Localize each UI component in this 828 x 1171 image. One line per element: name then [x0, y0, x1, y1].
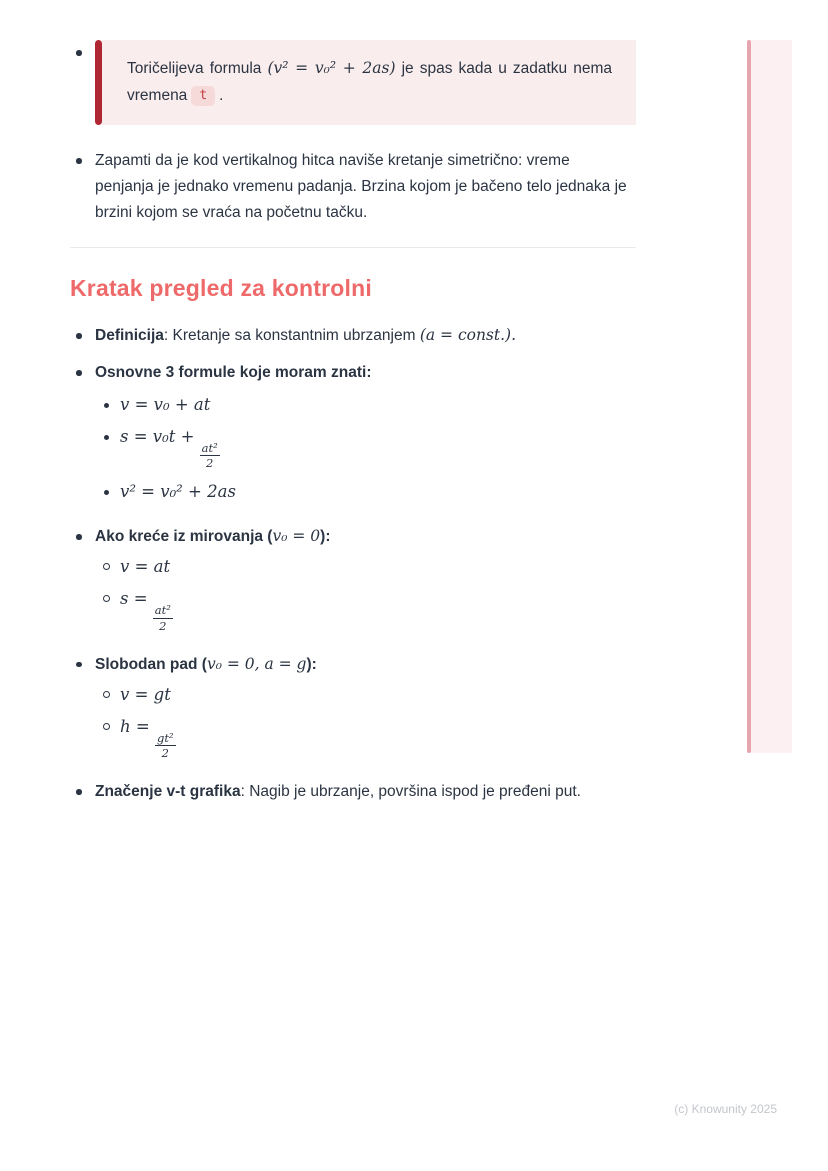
side-accent-fill [751, 40, 792, 753]
bullet-icon [76, 158, 82, 164]
circle-icon [103, 595, 110, 602]
bullet-icon [104, 435, 109, 440]
circle-icon [103, 691, 110, 698]
callout-list-item [70, 40, 636, 125]
list-item-mirovanje [70, 524, 636, 549]
callout-math: (v² = v₀² + 2as) [267, 59, 396, 77]
formula-item [98, 715, 636, 760]
fraction [155, 732, 176, 760]
slobodan-math: v₀ = 0, a = g [206, 654, 307, 673]
bullet-icon [76, 789, 82, 795]
inline-code-chip: t [191, 86, 215, 106]
side-accent-strip [747, 40, 792, 753]
list-item-slobodan-pad [70, 652, 636, 677]
circle-icon [103, 723, 110, 730]
callout [95, 40, 636, 125]
note-text: Zapamti da je kod vertikalnog hitca naviše kretanje simetrično: vreme penjanja je jednako vremenu padanja. Brzina kojom je bačeno telo jednaka je brzini kojom se vraća na početnu tačku. [95, 152, 627, 221]
formula-item [98, 683, 636, 707]
bullet-icon [76, 333, 82, 339]
bullet-icon [76, 370, 82, 376]
znacenje-text: : Nagib je ubrzanje, površina ispod je pređeni put. [240, 783, 581, 801]
section-heading: Kratak pregled za kontrolni [70, 275, 372, 301]
osnovne-label: Osnovne 3 formule koje moram znati: [95, 364, 372, 381]
callout-text-after: je spas kada u zadatku nema vremena [127, 60, 612, 104]
formula-item [98, 587, 636, 632]
list-item-znacenje [70, 779, 636, 804]
formula-item [98, 480, 636, 504]
bullet-icon [104, 490, 109, 495]
list-item-osnovne [70, 360, 636, 385]
definicija-text: : Kretanje sa konstantnim ubrzanjem [163, 327, 420, 344]
section-divider [70, 247, 636, 248]
callout-text-before: Toričelijeva formula [127, 60, 268, 77]
callout-text [102, 40, 636, 125]
formula-lhs: h = [120, 716, 155, 736]
mirovanje-label-before: Ako kreće iz mirovanja ( [95, 528, 273, 546]
formula-h-frac [120, 715, 176, 760]
formula-v2-v02-2as: v² = v₀² + 2as [120, 482, 236, 502]
callout-period: . [219, 87, 224, 104]
note-list-item [70, 148, 636, 226]
list-item-definicija [70, 323, 636, 348]
definicija-math: (a = const.). [419, 326, 517, 344]
fraction [153, 604, 173, 632]
formula-lhs: s = v₀t + [120, 427, 200, 446]
mirovanje-label-after: ): [320, 528, 331, 546]
mirovanje-math: v₀ = 0 [272, 527, 321, 546]
formula-v-v0-at: v = v₀ + at [120, 395, 211, 414]
bullet-icon [76, 534, 82, 540]
fraction-numerator: gt² [156, 730, 174, 745]
formula-item [98, 393, 636, 417]
fraction-denominator: 2 [159, 618, 167, 633]
fraction-numerator: at² [154, 603, 171, 618]
fraction [200, 442, 220, 470]
formula-item [98, 555, 636, 579]
bullet-icon [104, 403, 109, 408]
slobodan-label-after: ): [306, 655, 317, 673]
slobodan-label-before: Slobodan pad ( [95, 655, 207, 673]
formula-item [98, 425, 636, 470]
footer-credit: (c) Knowunity 2025 [674, 1102, 777, 1116]
bullet-icon [76, 50, 82, 56]
formula-v-at: v = at [120, 557, 171, 577]
definicija-label: Definicija [95, 327, 164, 344]
fraction-numerator: at² [201, 441, 218, 455]
circle-icon [103, 563, 110, 570]
document-content [70, 40, 636, 804]
fraction-denominator: 2 [161, 746, 169, 761]
bullet-icon [76, 662, 82, 668]
callout-accent-bar [95, 40, 102, 125]
formula-v-gt: v = gt [120, 684, 171, 704]
formula-s-frac [120, 587, 173, 632]
fraction-denominator: 2 [206, 456, 214, 471]
formula-s-v0t-frac [120, 425, 220, 470]
znacenje-label: Značenje v-t grafika [95, 783, 241, 801]
formula-lhs: s = [120, 589, 153, 609]
